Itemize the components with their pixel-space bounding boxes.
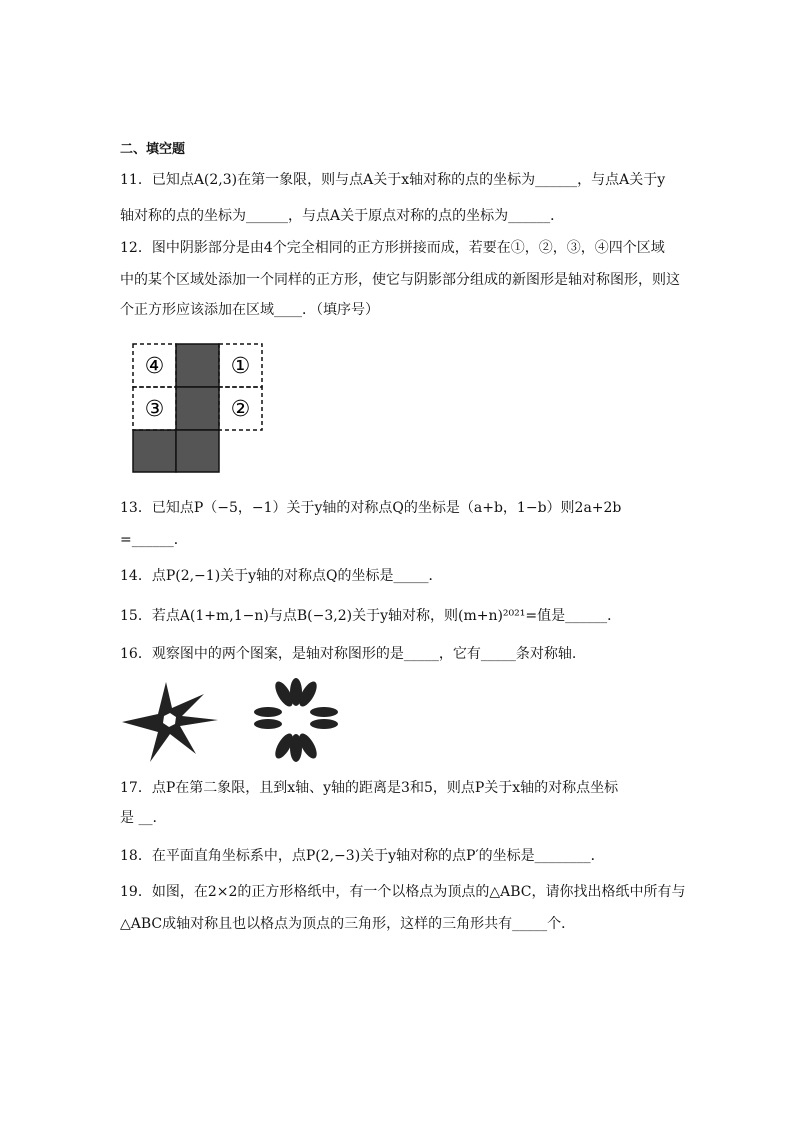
q19-line1: 19．如图，在2×2的正方形格纸中，有一个以格点为顶点的△ABC，请你找出格纸中所有与 [120,884,686,900]
petal-pattern [246,676,346,764]
label-4: ④ [144,354,165,379]
q13-line2: =______． [120,532,188,548]
q14: 14．点P(2,−1)关于y轴的对称点Q的坐标是_____． [120,568,443,584]
shaded-square [176,387,219,430]
q15: 15．若点A(1+m,1−n)与点B(−3,2)关于y轴对称，则(m+n)²⁰²¹=值是______． [120,608,622,624]
shaded-square [176,344,219,387]
label-3: ③ [144,397,165,422]
q13-line1: 13．已知点P（−5，−1）关于y轴的对称点Q的坐标是（a+b，1−b）则2a+2b [120,500,622,516]
q18: 18．在平面直角坐标系中，点P(2,−3)关于y轴对称的点P′的坐标是________． [120,848,605,864]
q12-line3: 个正方形应该添加在区域____．（填序号） [120,302,379,318]
q16: 16．观察图中的两个图案，是轴对称图形的是_____，它有_____条对称轴. [120,646,577,662]
q11-line2: 轴对称的点的坐标为______，与点A关于原点对称的点的坐标为______． [120,208,565,224]
q19-line2: △ABC成轴对称且也以格点为顶点的三角形，这样的三角形共有_____个． [120,916,576,932]
label-2: ② [230,397,251,422]
q11-line1: 11．已知点A(2,3)在第一象限，则与点A关于x轴对称的点的坐标为______，与点A关于y [120,172,666,188]
shaded-square [176,430,219,472]
q12-line1: 12．图中阴影部分是由4个完全相同的正方形拼接而成，若要在①，②，③，④四个区域 [120,240,665,256]
q12-figure [130,340,266,474]
star-pattern [118,674,222,766]
label-1: ① [230,354,251,379]
shaded-square [133,430,176,472]
section-title: 二、填空题 [120,142,186,157]
q12-line2: 中的某个区域处添加一个同样的正方形，使它与阴影部分组成的新图形是轴对称图形，则这 [120,272,680,288]
q17-line2: 是 __. [120,810,157,826]
q17-line1: 17．点P在第二象限，且到x轴、y轴的距离是3和5，则点P关于x轴的对称点坐标 [120,780,619,796]
